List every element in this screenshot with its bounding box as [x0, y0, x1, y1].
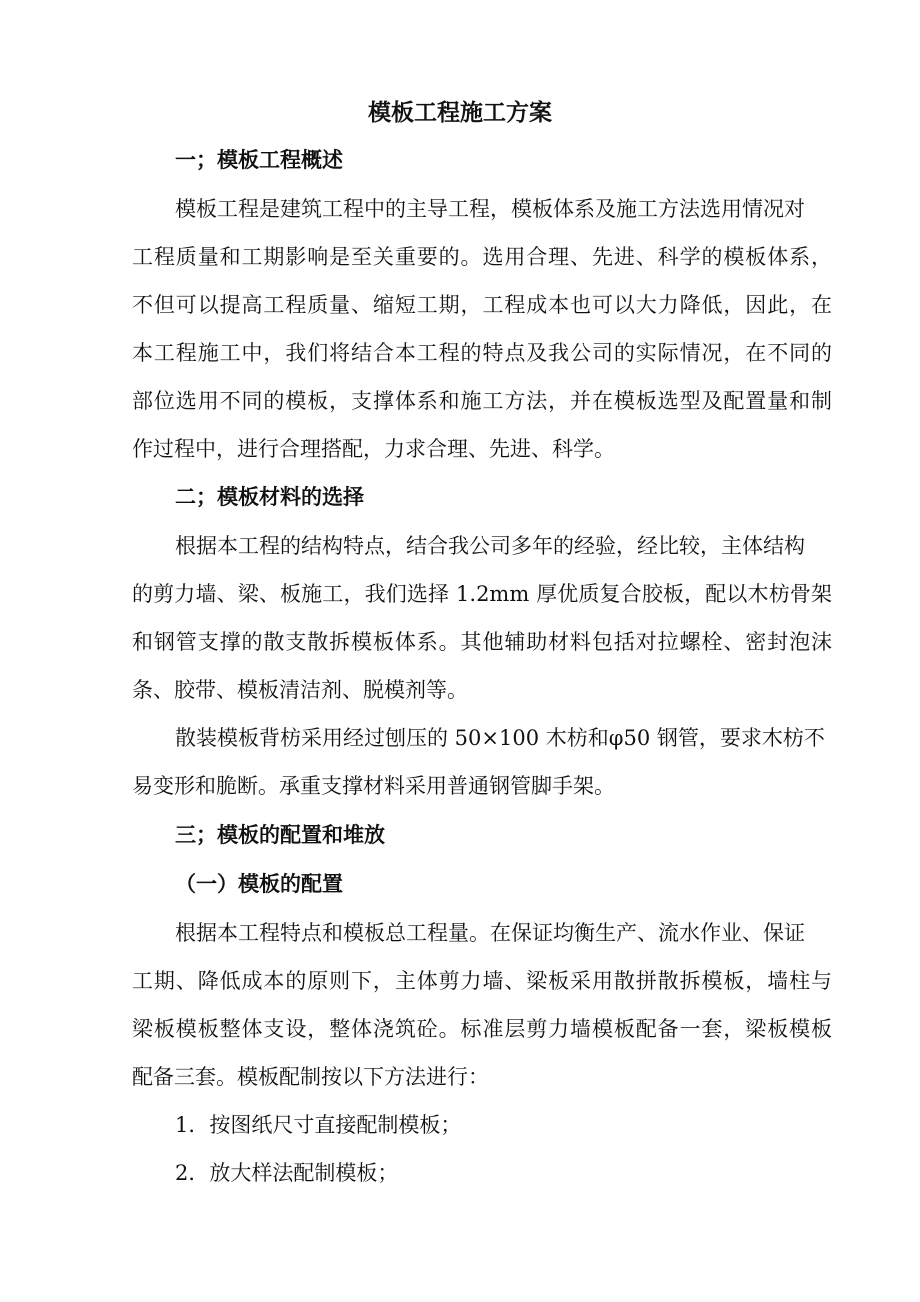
section-1-line: 不但可以提高工程质量、缩短工期，工程成本也可以大力降低，因此，在 — [132, 293, 832, 317]
section-2-line: 和钢管支撑的散支散拆模板体系。其他辅助材料包括对拉螺栓、密封泡沫 — [132, 630, 832, 654]
section-3-line: 配备三套。模板配制按以下方法进行： — [132, 1065, 489, 1089]
list-item: 1．按图纸尺寸直接配制模板； — [175, 1113, 462, 1137]
section-2-heading: 二；模板材料的选择 — [175, 485, 364, 509]
section-1-line: 作过程中，进行合理搭配，力求合理、先进、科学。 — [132, 437, 615, 461]
section-1-line: 模板工程是建筑工程中的主导工程，模板体系及施工方法选用情况对 — [175, 197, 805, 221]
section-3-heading: 三；模板的配置和堆放 — [175, 823, 385, 847]
section-1-line: 部位选用不同的模板，支撑体系和施工方法，并在模板选型及配置量和制 — [132, 389, 832, 413]
section-3-line: 梁板模板整体支设，整体浇筑砼。标准层剪力墙模板配备一套，梁板模板 — [132, 1017, 832, 1041]
section-1-line: 工程质量和工期影响是至关重要的。选用合理、先进、科学的模板体系， — [132, 245, 832, 269]
section-2-line: 条、胶带、模板清洁剂、脱模剂等。 — [132, 678, 468, 702]
section-2-line: 散装模板背枋采用经过刨压的 50×100 木枋和φ50 钢管，要求木枋不 — [175, 726, 825, 750]
section-1-heading: 一；模板工程概述 — [175, 148, 343, 172]
list-item: 2．放大样法配制模板； — [175, 1161, 399, 1185]
section-3-line: 根据本工程特点和模板总工程量。在保证均衡生产、流水作业、保证 — [175, 921, 805, 945]
section-3-subheading: （一）模板的配置 — [175, 872, 343, 896]
section-2-line: 易变形和脆断。承重支撑材料采用普通钢管脚手架。 — [132, 774, 615, 798]
section-3-line: 工期、降低成本的原则下，主体剪力墙、梁板采用散拼散拆模板，墙柱与 — [132, 969, 832, 993]
section-2-line: 根据本工程的结构特点，结合我公司多年的经验，经比较，主体结构 — [175, 534, 805, 558]
section-1-line: 本工程施工中，我们将结合本工程的特点及我公司的实际情况，在不同的 — [132, 341, 832, 365]
section-2-line: 的剪力墙、梁、板施工，我们选择 1.2mm 厚优质复合胶板，配以木枋骨架 — [132, 582, 832, 606]
document-title: 模板工程施工方案 — [368, 100, 552, 126]
